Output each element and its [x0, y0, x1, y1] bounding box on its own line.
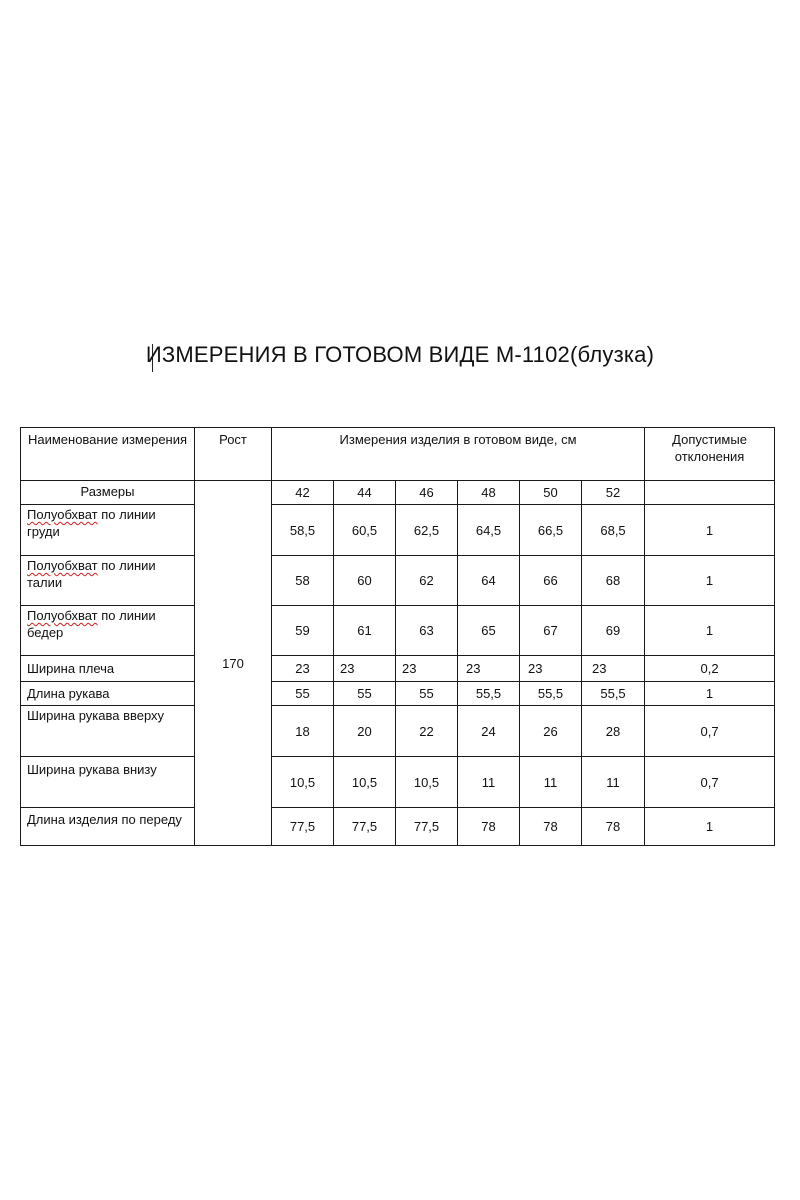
value-cell: 10,5 — [396, 757, 458, 808]
value-cell: 62,5 — [396, 505, 458, 556]
value-cell: 28 — [582, 706, 645, 757]
table-header-row — [21, 428, 775, 481]
value-cell: 78 — [458, 808, 520, 846]
size-header: 42 — [272, 481, 334, 505]
tolerance-cell: 1 — [645, 505, 775, 556]
tolerance-cell: 1 — [645, 556, 775, 606]
value-cell: 64,5 — [458, 505, 520, 556]
value-cell: 69 — [582, 606, 645, 656]
row-label-text: по линии бедер — [27, 608, 156, 640]
value-cell: 66,5 — [520, 505, 582, 556]
size-header: 46 — [396, 481, 458, 505]
value-cell: 24 — [458, 706, 520, 757]
value-cell: 60 — [334, 556, 396, 606]
header-measurements: Измерения изделия в готовом виде, см — [272, 428, 645, 481]
value-cell: 78 — [520, 808, 582, 846]
table-row — [21, 556, 775, 606]
value-cell: 58 — [272, 556, 334, 606]
row-label — [21, 556, 195, 606]
value-cell: 60,5 — [334, 505, 396, 556]
value-cell: 55 — [334, 682, 396, 706]
value-cell: 62 — [396, 556, 458, 606]
measurements-table — [20, 427, 775, 846]
row-label — [21, 505, 195, 556]
table-row — [21, 656, 775, 682]
value-cell: 67 — [520, 606, 582, 656]
header-tolerance: Допустимые отклонения — [645, 428, 775, 481]
size-header: 52 — [582, 481, 645, 505]
value-cell: 77,5 — [334, 808, 396, 846]
sizes-row — [21, 481, 775, 505]
value-cell: 18 — [272, 706, 334, 757]
blank-cell — [645, 481, 775, 505]
row-label: Длина рукава — [21, 682, 195, 706]
value-cell: 55,5 — [582, 682, 645, 706]
value-cell: 68 — [582, 556, 645, 606]
tolerance-cell: 1 — [645, 808, 775, 846]
size-header: 50 — [520, 481, 582, 505]
value-cell: 68,5 — [582, 505, 645, 556]
value-cell: 61 — [334, 606, 396, 656]
value-cell: 23 — [334, 656, 396, 682]
value-cell: 78 — [582, 808, 645, 846]
row-label: Длина изделия по переду — [21, 808, 195, 846]
value-cell: 23 — [458, 656, 520, 682]
tolerance-cell: 0,7 — [645, 757, 775, 808]
value-cell: 10,5 — [272, 757, 334, 808]
row-label: Ширина рукава внизу — [21, 757, 195, 808]
tolerance-cell: 1 — [645, 682, 775, 706]
value-cell: 77,5 — [272, 808, 334, 846]
value-cell: 23 — [582, 656, 645, 682]
spellcheck-word: Полуобхват — [27, 608, 98, 623]
value-cell: 20 — [334, 706, 396, 757]
value-cell: 23 — [396, 656, 458, 682]
value-cell: 23 — [272, 656, 334, 682]
value-cell: 55 — [272, 682, 334, 706]
value-cell: 23 — [520, 656, 582, 682]
value-cell: 77,5 — [396, 808, 458, 846]
value-cell: 58,5 — [272, 505, 334, 556]
spellcheck-word: Полуобхват — [27, 558, 98, 573]
spellcheck-word: Полуобхват — [27, 507, 98, 522]
value-cell: 11 — [458, 757, 520, 808]
value-cell: 26 — [520, 706, 582, 757]
value-cell: 11 — [582, 757, 645, 808]
value-cell: 55 — [396, 682, 458, 706]
tolerance-cell: 0,2 — [645, 656, 775, 682]
table-row — [21, 808, 775, 846]
value-cell: 22 — [396, 706, 458, 757]
table-row — [21, 505, 775, 556]
sizes-label: Размеры — [21, 481, 195, 505]
value-cell: 55,5 — [458, 682, 520, 706]
table-row — [21, 682, 775, 706]
value-cell: 64 — [458, 556, 520, 606]
page-title: ИЗМЕРЕНИЯ В ГОТОВОМ ВИДЕ М-1102(блузка) — [145, 342, 655, 367]
table-row — [21, 706, 775, 757]
value-cell: 59 — [272, 606, 334, 656]
value-cell: 10,5 — [334, 757, 396, 808]
header-name: Наименование измерения — [21, 428, 195, 481]
value-cell: 55,5 — [520, 682, 582, 706]
size-header: 44 — [334, 481, 396, 505]
value-cell: 11 — [520, 757, 582, 808]
size-header: 48 — [458, 481, 520, 505]
tolerance-cell: 0,7 — [645, 706, 775, 757]
value-cell: 63 — [396, 606, 458, 656]
row-label-text: по линии груди — [27, 507, 156, 539]
height-value: 170 — [195, 481, 272, 846]
value-cell: 65 — [458, 606, 520, 656]
tolerance-cell: 1 — [645, 606, 775, 656]
row-label-text: по линии талии — [27, 558, 156, 590]
header-height: Рост — [195, 428, 272, 481]
value-cell: 66 — [520, 556, 582, 606]
row-label: Ширина рукава вверху — [21, 706, 195, 757]
table-row — [21, 606, 775, 656]
row-label — [21, 606, 195, 656]
row-label: Ширина плеча — [21, 656, 195, 682]
table-row — [21, 757, 775, 808]
